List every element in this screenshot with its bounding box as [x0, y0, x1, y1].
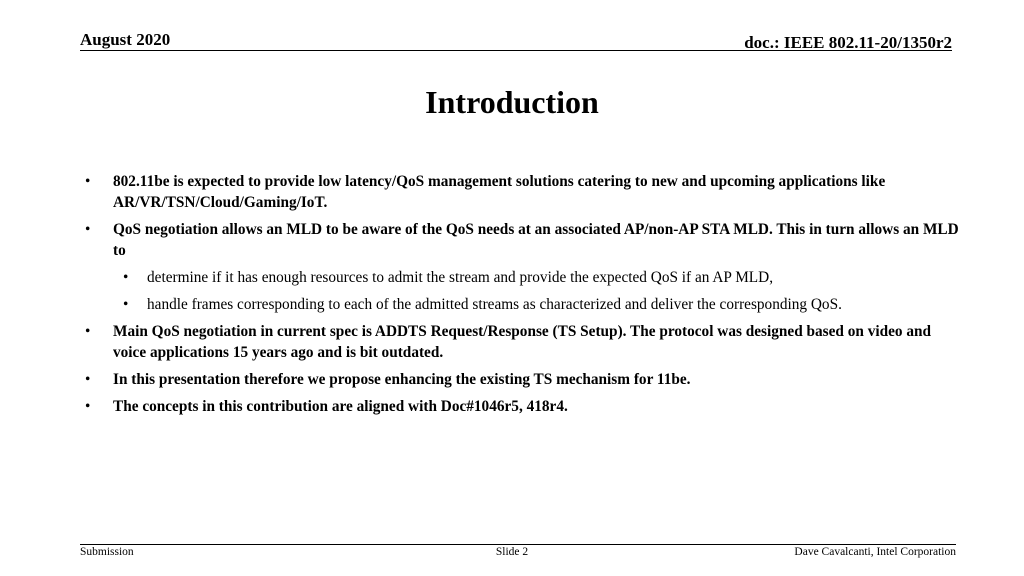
bullet-text: QoS negotiation allows an MLD to be aware of the QoS needs at an associated AP/non-AP STA MLD. This in turn allows an MLD to	[113, 221, 959, 259]
bullet-marker: •	[85, 173, 91, 190]
bullet-text: The concepts in this contribution are aligned with Doc#1046r5, 418r4.	[113, 398, 568, 415]
slide-title: Introduction	[425, 84, 599, 120]
bullet-text: 802.11be is expected to provide low latency/QoS management solutions catering to new and upcoming applications like AR/VR/TSN/Cloud/Gaming/IoT.	[113, 173, 886, 211]
header-doc-id: doc.: IEEE 802.11-20/1350r2	[744, 33, 952, 52]
bullet-marker: •	[85, 323, 91, 340]
bullet-marker: •	[123, 296, 129, 313]
bullet-item	[80, 369, 962, 390]
bullet-item	[80, 396, 962, 417]
footer-author: Dave Cavalcanti, Intel Corporation	[794, 546, 956, 558]
bullet-marker: •	[85, 221, 91, 238]
bullet-text: Main QoS negotiation in current spec is ADDTS Request/Response (TS Setup). The protocol was designed based on video and voice applications 15 years ago and is bit outdated.	[113, 323, 932, 361]
footer-divider	[80, 544, 956, 545]
sub-bullet-item	[80, 267, 962, 288]
footer-slide-number: Slide 2	[495, 546, 529, 558]
bullet-item	[80, 171, 962, 213]
footer-submission: Submission	[80, 546, 134, 558]
bullet-item	[80, 219, 962, 261]
bullet-text: determine if it has enough resources to admit the stream and provide the expected QoS if an AP MLD,	[147, 269, 774, 286]
header-divider	[80, 50, 952, 51]
bullet-marker: •	[85, 398, 91, 415]
bullet-list	[80, 171, 962, 423]
bullet-text: In this presentation therefore we propose enhancing the existing TS mechanism for 11be.	[113, 371, 691, 388]
bullet-item	[80, 321, 962, 363]
bullet-text: handle frames corresponding to each of the admitted streams as characterized and deliver the corresponding QoS.	[147, 296, 842, 313]
header-date: August 2020	[80, 30, 171, 49]
sub-bullet-item	[80, 294, 962, 315]
bullet-marker: •	[85, 371, 91, 388]
bullet-marker: •	[123, 269, 129, 286]
